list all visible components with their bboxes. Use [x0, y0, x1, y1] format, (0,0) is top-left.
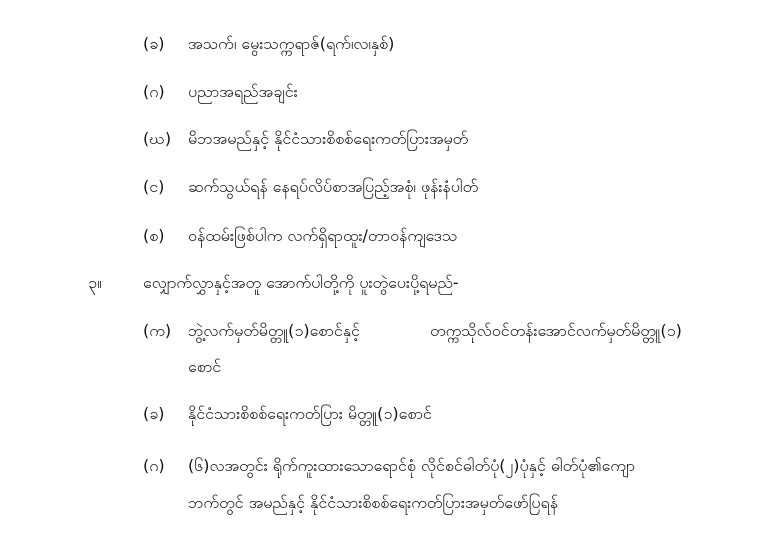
list-item-text: မိဘအမည်နှင့် နိုင်ငံသားစိစစ်ရေးကတ်ပြားအမှတ်	[188, 129, 469, 148]
cropped-top-line	[140, 0, 440, 4]
list-item-text: နိုင်ငံသားစိစစ်ရေးကတ်ပြား မိတ္တူ(၁)စောင်	[188, 404, 432, 423]
list-item-text-continued: ဘက်တွင် အမည်နှင့် နိုင်ငံသားစိစစ်ရေးကတ်ပြားအမှတ်ဖော်ပြရန်	[188, 493, 558, 512]
list-item-text: အသက်၊ မွေးသက္ကရာဇ်(ရက်၊လ၊နှစ်)	[188, 34, 395, 53]
list-item-number: (ခ)	[143, 34, 165, 53]
section-heading: လျှောက်လွှာနှင့်အတူ အောက်ပါတို့ကို ပူးတွဲပေးပို့ရမည်-	[143, 273, 459, 292]
section-number: ၃။	[88, 273, 102, 292]
list-item-text: တက္ကသိုလ်ဝင်တန်းအောင်လက်မှတ်မိတ္တူ(၁)	[430, 321, 682, 340]
list-item-text-continued: စောင်	[188, 357, 222, 376]
list-item-text: ဘွဲ့လက်မှတ်မိတ္တူ(၁)စောင်နှင့်	[188, 321, 360, 340]
list-item-number: (ဂ)	[143, 456, 165, 475]
list-item-text: (၆)လအတွင်း ရိုက်ကူးထားသောရောင်စုံ လိုင်စင်ဓါတ်ပုံ(၂)ပုံနှင့် ဓါတ်ပုံ၏ကျော	[188, 456, 636, 475]
list-item-text: ဆက်သွယ်ရန် နေရပ်လိပ်စာအပြည့်အစုံ၊ ဖုန်းနံပါတ်	[188, 177, 479, 196]
list-item-number: (င)	[143, 177, 165, 196]
list-item-number: (ဃ)	[143, 129, 172, 148]
list-item-number: (က)	[143, 321, 172, 340]
list-item-number: (စ)	[143, 226, 165, 245]
list-item-number: (ဂ)	[143, 82, 165, 101]
list-item-text: ဝန်ထမ်းဖြစ်ပါက လက်ရှိရာထူး/တာဝန်ကျဒေသ	[188, 226, 458, 245]
list-item-number: (ခ)	[143, 404, 165, 423]
list-item-text: ပညာအရည်အချင်း	[188, 82, 298, 101]
cropped-text-fragment	[140, 0, 440, 4]
